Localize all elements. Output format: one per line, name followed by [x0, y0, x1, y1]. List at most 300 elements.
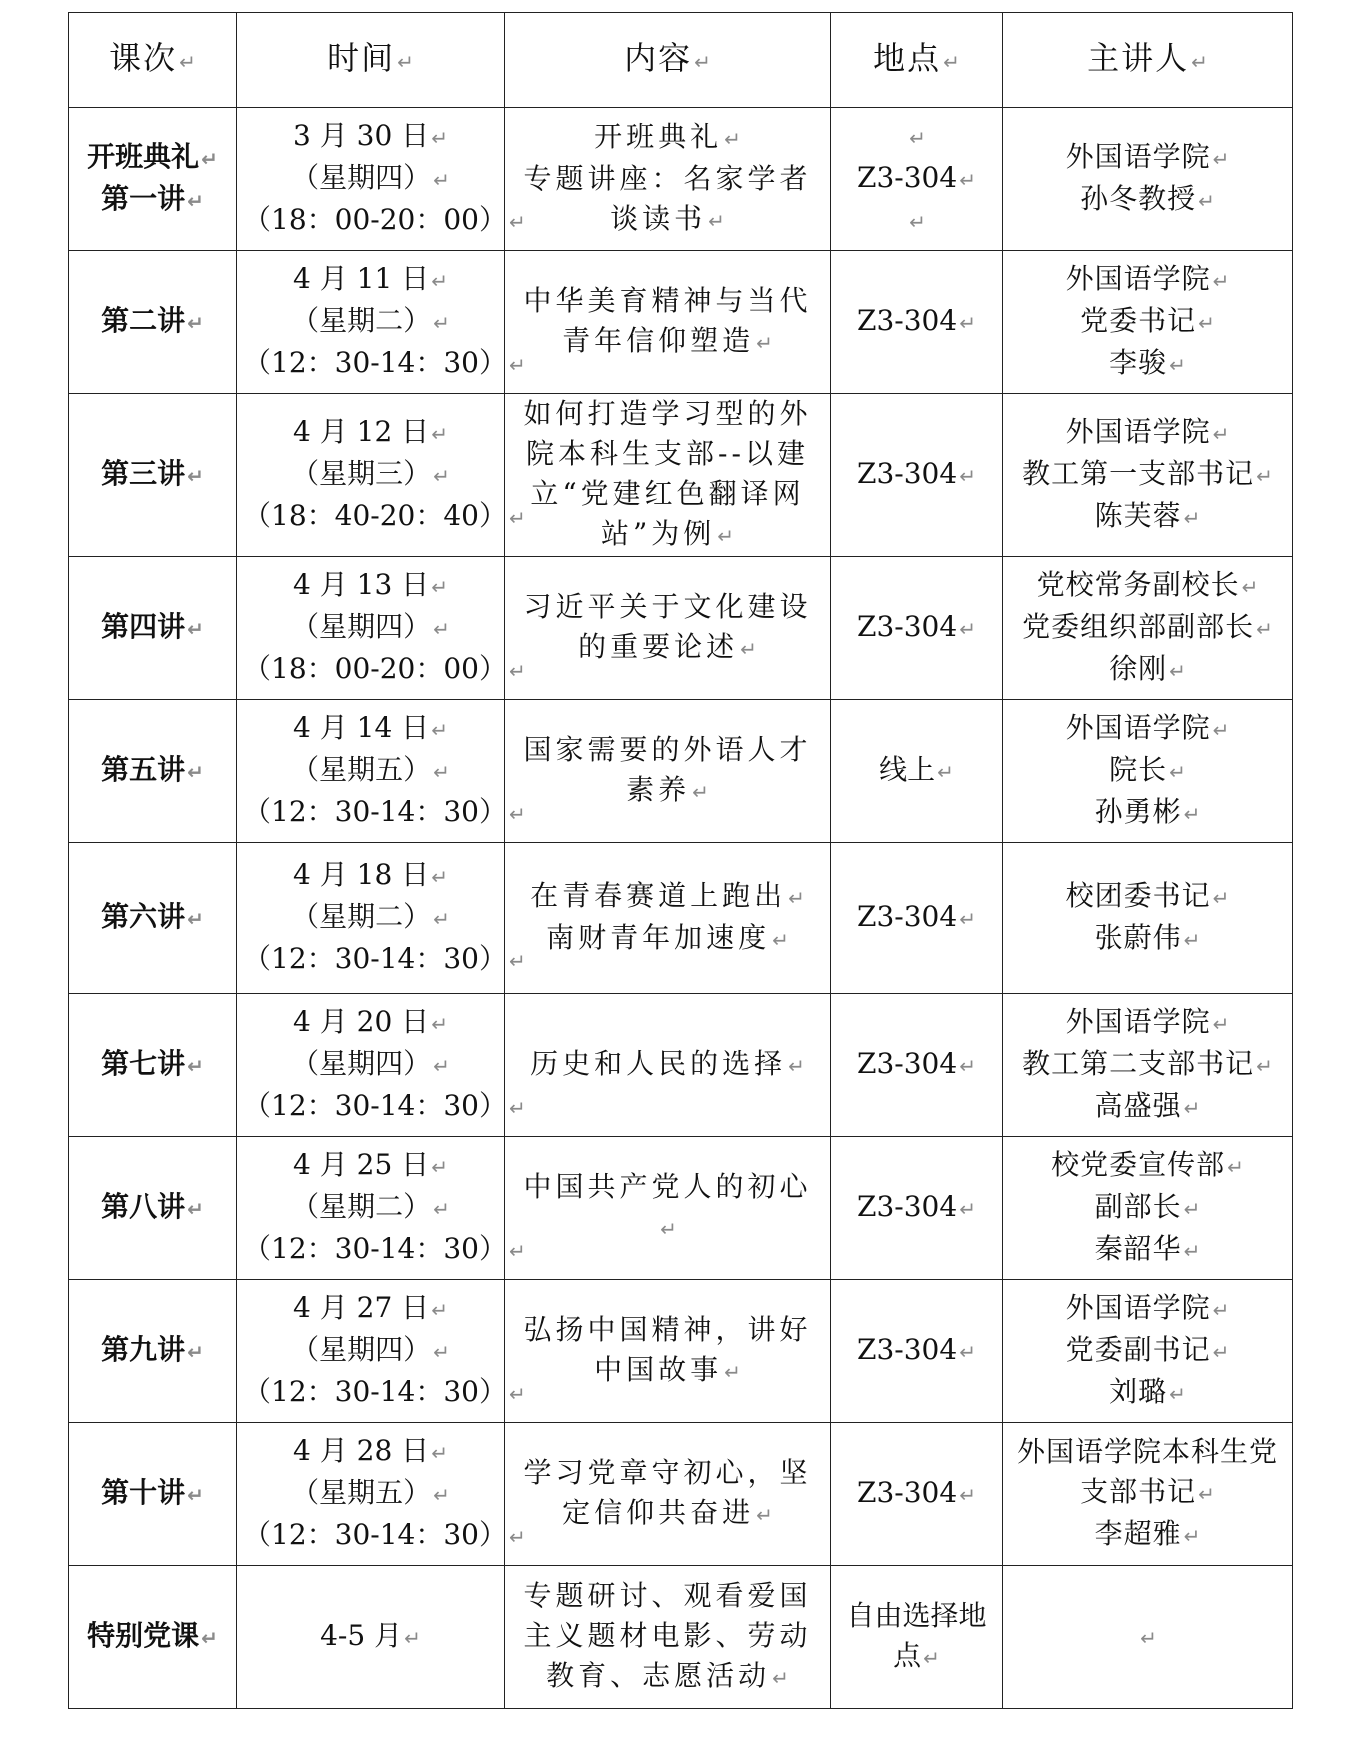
date-line-text: 4 月 13 日 — [293, 568, 430, 601]
location-line-text: Z3-304 — [857, 1333, 958, 1366]
session-line-text: 第四讲 — [101, 610, 186, 643]
paragraph-mark-icon: ↵ — [1212, 718, 1230, 742]
paragraph-mark-icon: ↵ — [187, 311, 204, 335]
weekday-line — [243, 897, 498, 939]
speaker-line-text: 院长 — [1109, 753, 1168, 786]
paragraph-mark-icon: ↵ — [431, 575, 448, 599]
date-line — [243, 708, 498, 750]
weekday-line-text: （星期四） — [291, 610, 432, 643]
paragraph-mark-icon: ↵ — [187, 1054, 204, 1078]
speaker-line-text: 孙冬教授 — [1080, 182, 1197, 215]
content-cell — [505, 108, 831, 251]
paragraph-mark-icon: ↵ — [433, 907, 450, 931]
paragraph-mark-icon: ↵ — [937, 760, 954, 784]
hours-line-text: （12：30-14：30） — [243, 1089, 507, 1122]
content-cell — [505, 1137, 831, 1280]
weekday-line — [243, 454, 498, 496]
session-line-text: 第五讲 — [101, 753, 186, 786]
speaker-line-text: 外国语学院 — [1065, 1005, 1211, 1038]
paragraph-mark-icon: ↵ — [740, 637, 757, 661]
session-cell — [69, 700, 237, 843]
session-cell — [69, 1137, 237, 1280]
paragraph-mark-icon: ↵ — [508, 210, 526, 234]
content-cell — [505, 394, 831, 557]
location-line-text: Z3-304 — [857, 1476, 958, 1509]
location-line — [837, 301, 996, 343]
session-line — [75, 137, 230, 179]
session-cell — [69, 251, 237, 394]
location-line — [837, 454, 996, 496]
weekday-line-text: （星期四） — [291, 161, 432, 194]
content-line — [511, 1310, 824, 1392]
location-cell — [831, 108, 1003, 251]
paragraph-mark-icon: ↵ — [959, 907, 976, 931]
location-line-text: 线上 — [879, 753, 936, 786]
speaker-line-text: 刘璐 — [1109, 1375, 1168, 1408]
location-cell — [831, 700, 1003, 843]
session-line-text: 第六讲 — [101, 900, 186, 933]
location-line — [837, 158, 996, 200]
paragraph-mark-icon: ↵ — [431, 1298, 448, 1322]
session-cell — [69, 994, 237, 1137]
hours-line — [243, 1372, 526, 1414]
time-cell — [237, 557, 526, 700]
paragraph-mark-icon: ↵ — [433, 760, 450, 784]
location-line — [837, 200, 996, 242]
speaker-line-text: 秦韶华 — [1094, 1232, 1182, 1265]
table-row — [69, 1280, 1293, 1423]
content-line — [511, 1044, 824, 1086]
session-line — [75, 1330, 230, 1372]
paragraph-mark-icon: ↵ — [1212, 147, 1230, 171]
hours-line — [243, 1515, 526, 1557]
content-line — [511, 1576, 824, 1698]
session-line-text: 第十讲 — [101, 1476, 186, 1509]
speaker-line — [1009, 1187, 1286, 1229]
weekday-line — [243, 1473, 498, 1515]
content-line — [511, 281, 824, 363]
location-cell — [831, 557, 1003, 700]
time-cell — [237, 1280, 526, 1423]
speaker-line-text: 外国语学院 — [1065, 140, 1211, 173]
speaker-line — [1009, 876, 1286, 918]
hours-line-text: （18：40-20：40） — [243, 499, 507, 532]
table-row — [69, 1137, 1293, 1280]
location-line — [837, 1044, 996, 1086]
speaker-line-text: 外国语学院本科生党支部书记 — [1016, 1435, 1278, 1508]
paragraph-mark-icon: ↵ — [1212, 269, 1230, 293]
content-line-text: 习近平关于文化建设的重要论述 — [523, 590, 812, 663]
content-line-text: 国家需要的外语人才素养 — [523, 733, 812, 806]
paragraph-mark-icon: ↵ — [508, 659, 526, 683]
date-line — [243, 1288, 498, 1330]
speaker-line-text: 徐刚 — [1109, 652, 1168, 685]
content-line-text: 专题讲座：名家学者谈读书 — [523, 162, 812, 235]
paragraph-mark-icon: ↵ — [959, 168, 976, 192]
paragraph-mark-icon: ↵ — [1256, 1054, 1273, 1078]
session-cell — [69, 108, 237, 251]
content-line — [511, 918, 824, 960]
speaker-cell — [1003, 251, 1293, 394]
paragraph-mark-icon: ↵ — [187, 1197, 204, 1221]
session-line — [75, 454, 230, 496]
paragraph-mark-icon: ↵ — [923, 1646, 940, 1670]
paragraph-mark-icon: ↵ — [201, 147, 218, 171]
paragraph-mark-icon: ↵ — [909, 210, 926, 234]
content-line-text: 在青春赛道上跑出 — [530, 879, 787, 912]
content-cell — [505, 251, 831, 394]
session-line-text: 第三讲 — [101, 457, 186, 490]
date-line-text: 4 月 12 日 — [293, 415, 430, 448]
header-content: 内容 ↵ — [505, 13, 831, 108]
date-line-text: 4 月 27 日 — [293, 1291, 430, 1324]
speaker-line — [1009, 1432, 1286, 1514]
session-cell — [69, 1566, 237, 1709]
paragraph-mark-icon: ↵ — [201, 1626, 218, 1650]
speaker-line — [1009, 1288, 1286, 1330]
paragraph-mark-icon: ↵ — [788, 886, 805, 910]
speaker-line — [1009, 1514, 1286, 1556]
paragraph-mark-icon: ↵ — [433, 311, 450, 335]
paragraph-mark-icon: ↵ — [1198, 1482, 1215, 1506]
date-line — [243, 1145, 498, 1187]
header-session: 课次 ↵ — [69, 13, 237, 108]
paragraph-mark-icon: ↵ — [508, 1382, 526, 1406]
session-cell — [69, 557, 237, 700]
session-cell — [69, 394, 237, 557]
header-time: 时间 ↵ — [237, 13, 505, 108]
content-cell — [505, 994, 831, 1137]
content-cell — [505, 1423, 831, 1566]
table-row — [69, 557, 1293, 700]
session-line — [75, 607, 230, 649]
speaker-line — [1009, 259, 1286, 301]
content-line-text: 南财青年加速度 — [546, 921, 771, 954]
content-line — [511, 117, 824, 159]
speaker-line — [1009, 565, 1286, 607]
time-cell — [237, 1137, 526, 1280]
speaker-line — [1009, 1330, 1286, 1372]
speaker-line-text: 党委书记 — [1080, 304, 1197, 337]
speaker-line-text: 党委组织部副部长 — [1022, 610, 1255, 643]
paragraph-mark-icon: ↵ — [187, 617, 204, 641]
date-line-text: 4 月 11 日 — [293, 262, 430, 295]
date-line — [243, 1616, 498, 1658]
time-cell — [237, 700, 526, 843]
time-cell — [237, 994, 526, 1137]
speaker-line — [1009, 607, 1286, 649]
speaker-line-text: 校党委宣传部 — [1051, 1148, 1226, 1181]
weekday-line-text: （星期五） — [291, 753, 432, 786]
hours-line — [243, 939, 526, 981]
location-line — [837, 607, 996, 649]
table-row — [69, 1566, 1293, 1709]
weekday-line — [243, 1044, 498, 1086]
paragraph-mark-icon: ↵ — [187, 760, 204, 784]
paragraph-mark-icon: ↵ — [717, 524, 735, 548]
paragraph-mark-icon: ↵ — [1183, 1197, 1201, 1221]
paragraph-mark-icon: ↵ — [1198, 189, 1215, 213]
paragraph-mark-icon: ↵ — [788, 1054, 805, 1078]
paragraph-mark-icon: ↵ — [433, 1483, 450, 1507]
paragraph-mark-icon: ↵ — [772, 928, 789, 952]
location-line — [837, 750, 996, 792]
speaker-cell — [1003, 394, 1293, 557]
paragraph-mark-icon: ↵ — [508, 1239, 526, 1263]
speaker-line-text: 陈芙蓉 — [1094, 499, 1182, 532]
paragraph-mark-icon: ↵ — [508, 1525, 526, 1549]
paragraph-mark-icon: ↵ — [1212, 422, 1230, 446]
weekday-line — [243, 1187, 498, 1229]
paragraph-mark-icon: ↵ — [959, 1340, 976, 1364]
content-cell — [505, 1280, 831, 1423]
session-line — [75, 301, 230, 343]
hours-line — [243, 496, 526, 538]
date-line-text: 4 月 25 日 — [293, 1148, 430, 1181]
paragraph-mark-icon: ↵ — [959, 1197, 976, 1221]
content-line — [508, 159, 824, 241]
paragraph-mark-icon: ↵ — [1198, 311, 1215, 335]
content-line-text: 开班典礼 — [594, 120, 723, 153]
paragraph-mark-icon: ↵ — [433, 1340, 450, 1364]
session-line — [75, 1187, 230, 1229]
speaker-line — [1009, 454, 1286, 496]
paragraph-mark-icon: ↵ — [431, 1012, 448, 1036]
content-line-text: 历史和人民的选择 — [530, 1047, 787, 1080]
speaker-line — [1009, 1044, 1286, 1086]
content-line-text: 中国共产党人的初心 — [523, 1170, 812, 1203]
speaker-cell — [1003, 557, 1293, 700]
weekday-line-text: （星期五） — [291, 1476, 432, 1509]
schedule-page — [68, 12, 1292, 1709]
hours-line — [243, 343, 526, 385]
hours-line — [243, 1086, 526, 1128]
paragraph-mark-icon: ↵ — [1169, 760, 1186, 784]
location-cell — [831, 843, 1003, 994]
speaker-line-text: 副部长 — [1094, 1190, 1182, 1223]
location-line — [837, 1330, 996, 1372]
date-line — [243, 1431, 498, 1473]
speaker-cell — [1003, 108, 1293, 251]
location-cell — [831, 1566, 1003, 1709]
paragraph-mark-icon: ↵ — [1169, 1382, 1186, 1406]
time-cell — [237, 1566, 505, 1709]
speaker-cell — [1003, 700, 1293, 843]
session-line — [75, 1044, 230, 1086]
session-line-text: 第一讲 — [101, 182, 186, 215]
content-line-text: 弘扬中国精神，讲好中国故事 — [523, 1313, 812, 1386]
speaker-line — [1009, 496, 1286, 538]
paragraph-mark-icon: ↵ — [1183, 802, 1201, 826]
date-line — [243, 412, 498, 454]
location-line-text: Z3-304 — [857, 161, 958, 194]
table-row — [69, 251, 1293, 394]
paragraph-mark-icon: ↵ — [1169, 659, 1186, 683]
paragraph-mark-icon: ↵ — [1227, 1155, 1244, 1179]
content-line — [511, 587, 824, 669]
speaker-line-text: 高盛强 — [1094, 1089, 1182, 1122]
session-cell — [69, 843, 237, 994]
paragraph-mark-icon: ↵ — [187, 907, 204, 931]
paragraph-mark-icon: ↵ — [431, 1155, 448, 1179]
paragraph-mark-icon: ↵ — [1140, 1626, 1157, 1650]
speaker-line — [1009, 1002, 1286, 1044]
speaker-line-text: 教工第一支部书记 — [1022, 457, 1255, 490]
speaker-line-text: 党委副书记 — [1065, 1333, 1211, 1366]
content-cell — [505, 557, 831, 700]
paragraph-mark-icon: ↵ — [692, 780, 709, 804]
speaker-line-text: 李骏 — [1109, 346, 1168, 379]
location-cell — [831, 394, 1003, 557]
speaker-line — [1009, 1145, 1286, 1187]
hours-line — [243, 200, 526, 242]
weekday-line — [243, 301, 498, 343]
paragraph-mark-icon: ↵ — [187, 189, 204, 213]
paragraph-mark-icon: ↵ — [959, 1483, 976, 1507]
speaker-line — [1009, 412, 1286, 454]
paragraph-mark-icon: ↵ — [433, 168, 450, 192]
session-line — [75, 750, 230, 792]
weekday-line — [243, 1330, 498, 1372]
content-line-text: 如何打造学习型的外院本科生支部--以建立“党建红色翻译网站”为例 — [523, 397, 812, 550]
paragraph-mark-icon: ↵ — [1212, 1340, 1230, 1364]
paragraph-mark-icon: ↵ — [1212, 886, 1230, 910]
content-line-text: 专题研讨、观看爱国主义题材电影、劳动教育、志愿活动 — [523, 1579, 812, 1692]
paragraph-mark-icon: ↵ — [433, 1197, 450, 1221]
content-line — [508, 394, 824, 556]
date-line — [243, 565, 498, 607]
table-row — [69, 108, 1293, 251]
paragraph-mark-icon: ↵ — [1183, 928, 1201, 952]
paragraph-mark-icon: ↵ — [708, 209, 725, 233]
paragraph-mark-icon: ↵ — [1183, 1524, 1201, 1548]
speaker-line — [1009, 179, 1286, 221]
speaker-line-text: 外国语学院 — [1065, 711, 1211, 744]
header-row — [69, 13, 1293, 108]
time-cell — [237, 108, 526, 251]
speaker-line — [1009, 1086, 1286, 1128]
location-cell — [831, 1137, 1003, 1280]
speaker-cell — [1003, 843, 1293, 994]
hours-line-text: （12：30-14：30） — [243, 795, 507, 828]
content-line — [511, 876, 824, 918]
speaker-line-text: 教工第二支部书记 — [1022, 1047, 1255, 1080]
speaker-cell — [1003, 994, 1293, 1137]
schedule-body — [69, 108, 1293, 1709]
location-line-text: Z3-304 — [857, 457, 958, 490]
location-line — [837, 1187, 996, 1229]
speaker-line — [1009, 918, 1286, 960]
date-line-text: 4 月 20 日 — [293, 1005, 430, 1038]
paragraph-mark-icon: ↵ — [431, 718, 448, 742]
speaker-line-text: 校团委书记 — [1065, 879, 1211, 912]
session-line — [75, 1473, 230, 1515]
paragraph-mark-icon: ↵ — [187, 1340, 204, 1364]
speaker-cell — [1003, 1137, 1293, 1280]
speaker-line — [1009, 343, 1286, 385]
paragraph-mark-icon: ↵ — [959, 311, 976, 335]
date-line-text: 4-5 月 — [320, 1619, 403, 1652]
paragraph-mark-icon: ↵ — [433, 617, 450, 641]
paragraph-mark-icon: ↵ — [1183, 506, 1201, 530]
paragraph-mark-icon: ↵ — [772, 1666, 789, 1690]
paragraph-mark-icon: ↵ — [909, 126, 926, 150]
location-line-text: Z3-304 — [857, 304, 958, 337]
session-line-text: 第八讲 — [101, 1190, 186, 1223]
hours-line — [243, 792, 526, 834]
paragraph-mark-icon: ↵ — [431, 126, 448, 150]
weekday-line-text: （星期四） — [291, 1333, 432, 1366]
speaker-line — [1009, 137, 1286, 179]
paragraph-mark-icon: ↵ — [431, 422, 448, 446]
hours-line-text: （18：00-20：00） — [243, 652, 507, 685]
content-line-text: 中华美育精神与当代青年信仰塑造 — [523, 284, 812, 357]
paragraph-mark-icon: ↵ — [508, 353, 526, 377]
header-speaker: 主讲人 ↵ — [1003, 13, 1293, 108]
session-line — [75, 1616, 230, 1658]
location-line-text: Z3-304 — [857, 610, 958, 643]
paragraph-mark-icon: ↵ — [724, 1360, 741, 1384]
location-line-text: 自由选择地点 — [846, 1599, 987, 1672]
session-line-text: 第九讲 — [101, 1333, 186, 1366]
paragraph-mark-icon: ↵ — [724, 127, 741, 151]
content-cell — [505, 700, 831, 843]
location-cell — [831, 994, 1003, 1137]
location-line — [837, 1473, 996, 1515]
session-line-text: 第二讲 — [101, 304, 186, 337]
paragraph-mark-icon: ↵ — [1183, 1096, 1201, 1120]
time-cell — [237, 1423, 526, 1566]
date-line — [243, 1002, 498, 1044]
paragraph-mark-icon: ↵ — [1256, 617, 1273, 641]
paragraph-mark-icon: ↵ — [187, 1483, 204, 1507]
date-line — [243, 116, 498, 158]
weekday-line-text: （星期二） — [291, 304, 432, 337]
paragraph-mark-icon: ↵ — [1212, 1298, 1230, 1322]
weekday-line — [243, 607, 498, 649]
location-line — [837, 116, 996, 158]
paragraph-mark-icon: ↵ — [431, 865, 448, 889]
paragraph-mark-icon: ↵ — [660, 1217, 677, 1241]
paragraph-mark-icon: ↵ — [959, 464, 976, 488]
hours-line-text: （18：00-20：00） — [243, 203, 507, 236]
speaker-line — [1009, 1616, 1286, 1658]
paragraph-mark-icon: ↵ — [508, 506, 526, 530]
speaker-cell — [1003, 1423, 1293, 1566]
content-line — [511, 1453, 824, 1535]
weekday-line — [243, 158, 498, 200]
content-cell — [505, 1566, 831, 1709]
date-line-text: 4 月 14 日 — [293, 711, 430, 744]
content-cell — [505, 843, 831, 994]
speaker-line-text: 外国语学院 — [1065, 415, 1211, 448]
hours-line-text: （12：30-14：30） — [243, 1375, 507, 1408]
time-cell — [237, 843, 526, 994]
date-line-text: 3 月 30 日 — [293, 119, 430, 152]
paragraph-mark-icon: ↵ — [1183, 1239, 1201, 1263]
paragraph-mark-icon: ↵ — [1169, 353, 1186, 377]
paragraph-mark-icon: ↵ — [1241, 575, 1259, 599]
paragraph-mark-icon: ↵ — [431, 269, 448, 293]
speaker-cell — [1003, 1566, 1293, 1709]
session-cell — [69, 1423, 237, 1566]
location-line — [837, 1596, 996, 1678]
paragraph-mark-icon: ↵ — [433, 1054, 450, 1078]
date-line-text: 4 月 28 日 — [293, 1434, 430, 1467]
location-line-text: Z3-304 — [857, 1047, 958, 1080]
hours-line — [243, 1229, 526, 1271]
table-row — [69, 843, 1293, 994]
